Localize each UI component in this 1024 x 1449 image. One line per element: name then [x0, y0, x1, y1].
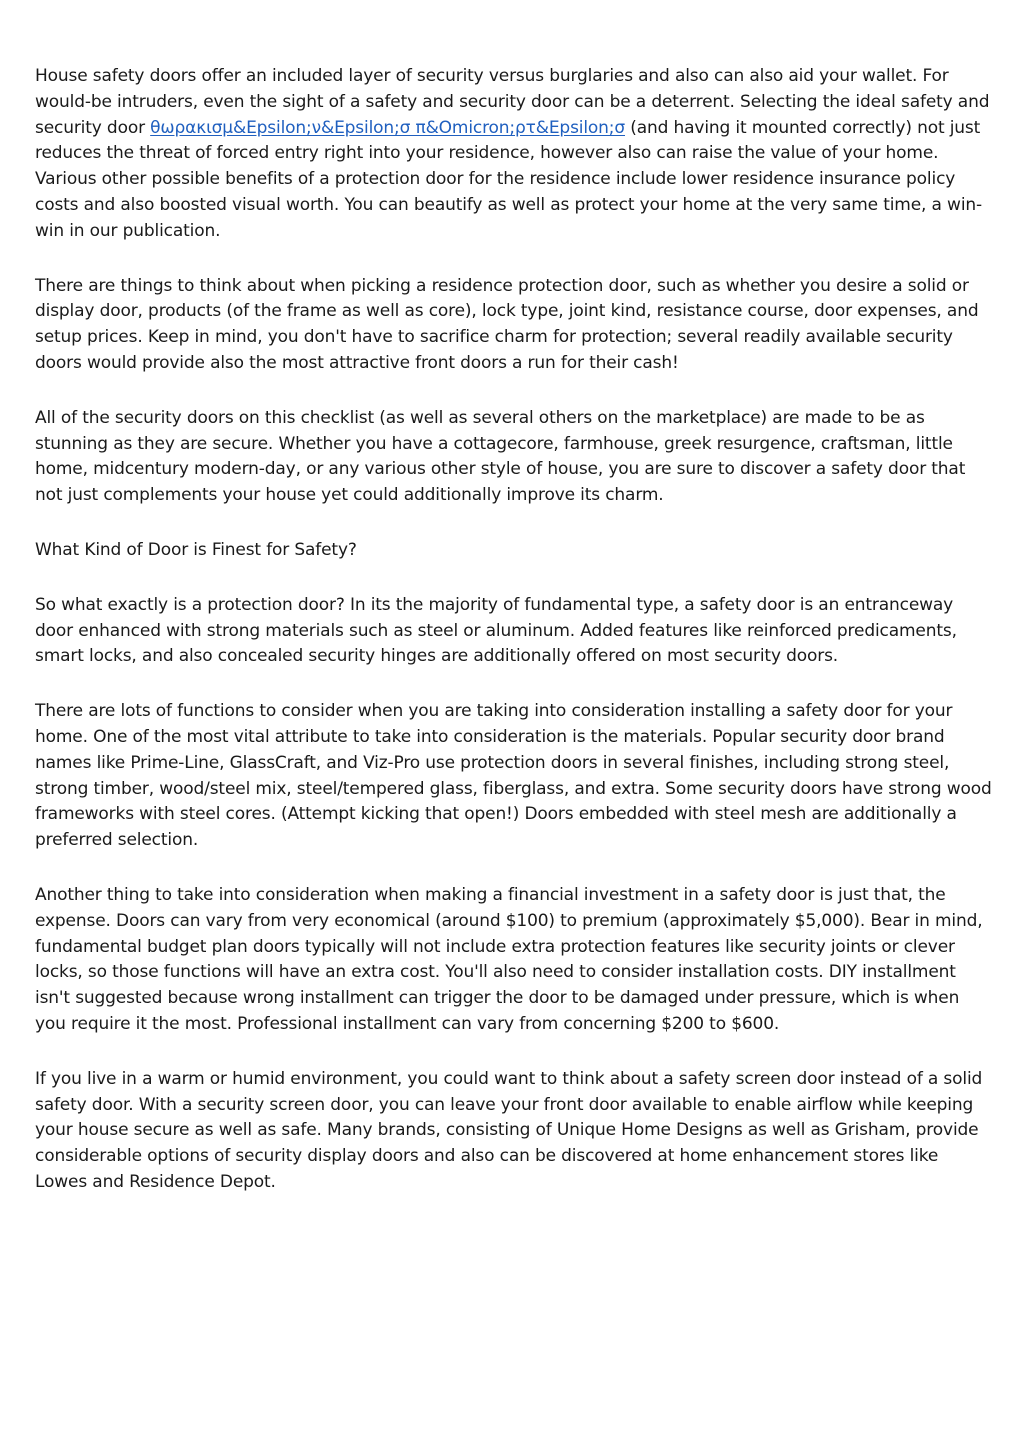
paragraph-definition: So what exactly is a protection door? In its the majority of fundamental type, a safety door is an entranceway door enhanced with strong materials such as steel or aluminum. Added features like reinforced predicaments, smart locks, and also concealed security hinges are additionally offered on most security doors. — [35, 594, 957, 667]
article-body — [35, 64, 995, 1225]
section-heading: What Kind of Door is Finest for Safety? — [35, 539, 357, 560]
paragraph-considerations: There are things to think about when picking a residence protection door, such as whether you desire a solid or display door, products (of the frame as well as core), lock type, joint kind, resistance course, door expenses, and setup prices. Keep in mind, you don't have to sacrifice charm for protection; several readily available security doors would provide also the most attractive front doors a run for their cash! — [35, 275, 979, 373]
paragraph-materials: There are lots of functions to consider when you are taking into consideration installing a safety door for your home. One of the most vital attribute to take into consideration is the materials. Popular security door brand names like Prime-Line, GlassCraft, and Viz-Pro use protection doors in several finishes, including strong steel, strong timber, wood/steel mix, steel/tempered glass, fiberglass, and extra. Some security doors have strong wood frameworks with steel cores. (Attempt kicking that open!) Doors embedded with steel mesh are additionally a preferred selection. — [35, 701, 992, 851]
inline-link[interactable]: θωρακισμ&Epsilon;ν&Epsilon;σ π&Omicron;ρτ&Epsilon;σ — [150, 117, 625, 138]
paragraph-styles: All of the security doors on this checklist (as well as several others on the marketplace) are made to be as stunning as they are secure. Whether you have a cottagecore, farmhouse, greek resurgence, craftsman, little home, midcentury modern-day, or any various other style of house, you are sure to discover a safety door that not just complements your house yet could additionally improve its charm. — [35, 407, 966, 506]
paragraph-intro-text-start: House safety doors offer an included layer of security versus burglaries and also can also aid your wallet. For would-be intruders, even the sight of a safety and security door can be a deterrent. Selecting the ideal safety and security door — [35, 66, 990, 138]
paragraph-intro-text-end: (and having it mounted correctly) not just reduces the threat of forced entry right into your residence, however also can raise the value of your home. Various other possible benefits of a protection door for the residence include lower residence insurance policy costs and also boosted visual worth. You can beautify as well as protect your home at the very same time, a win-win in our publication. — [35, 117, 982, 241]
paragraph-intro — [35, 64, 995, 245]
paragraph-screen-door: If you live in a warm or humid environment, you could want to think about a safety screen door instead of a solid safety door. With a security screen door, you can leave your front door available to enable airflow while keeping your house secure as well as safe. Many brands, consisting of Unique Home Designs as well as Grisham, provide considerable options of security display doors and also can be discovered at home enhancement stores like Lowes and Residence Depot. — [35, 1068, 983, 1192]
paragraph-cost: Another thing to take into consideration when making a financial investment in a safety door is just that, the expense. Doors can vary from very economical (around $100) to premium (approximately $5,000). Bear in mind, fundamental budget plan doors typically will not include extra protection features like security joints or clever locks, so those functions will have an extra cost. You'll also need to consider installation costs. DIY installment isn't suggested because wrong installment can trigger the door to be damaged under pressure, which is when you require it the most. Professional installment can vary from concerning $200 to $600. — [35, 884, 983, 1034]
